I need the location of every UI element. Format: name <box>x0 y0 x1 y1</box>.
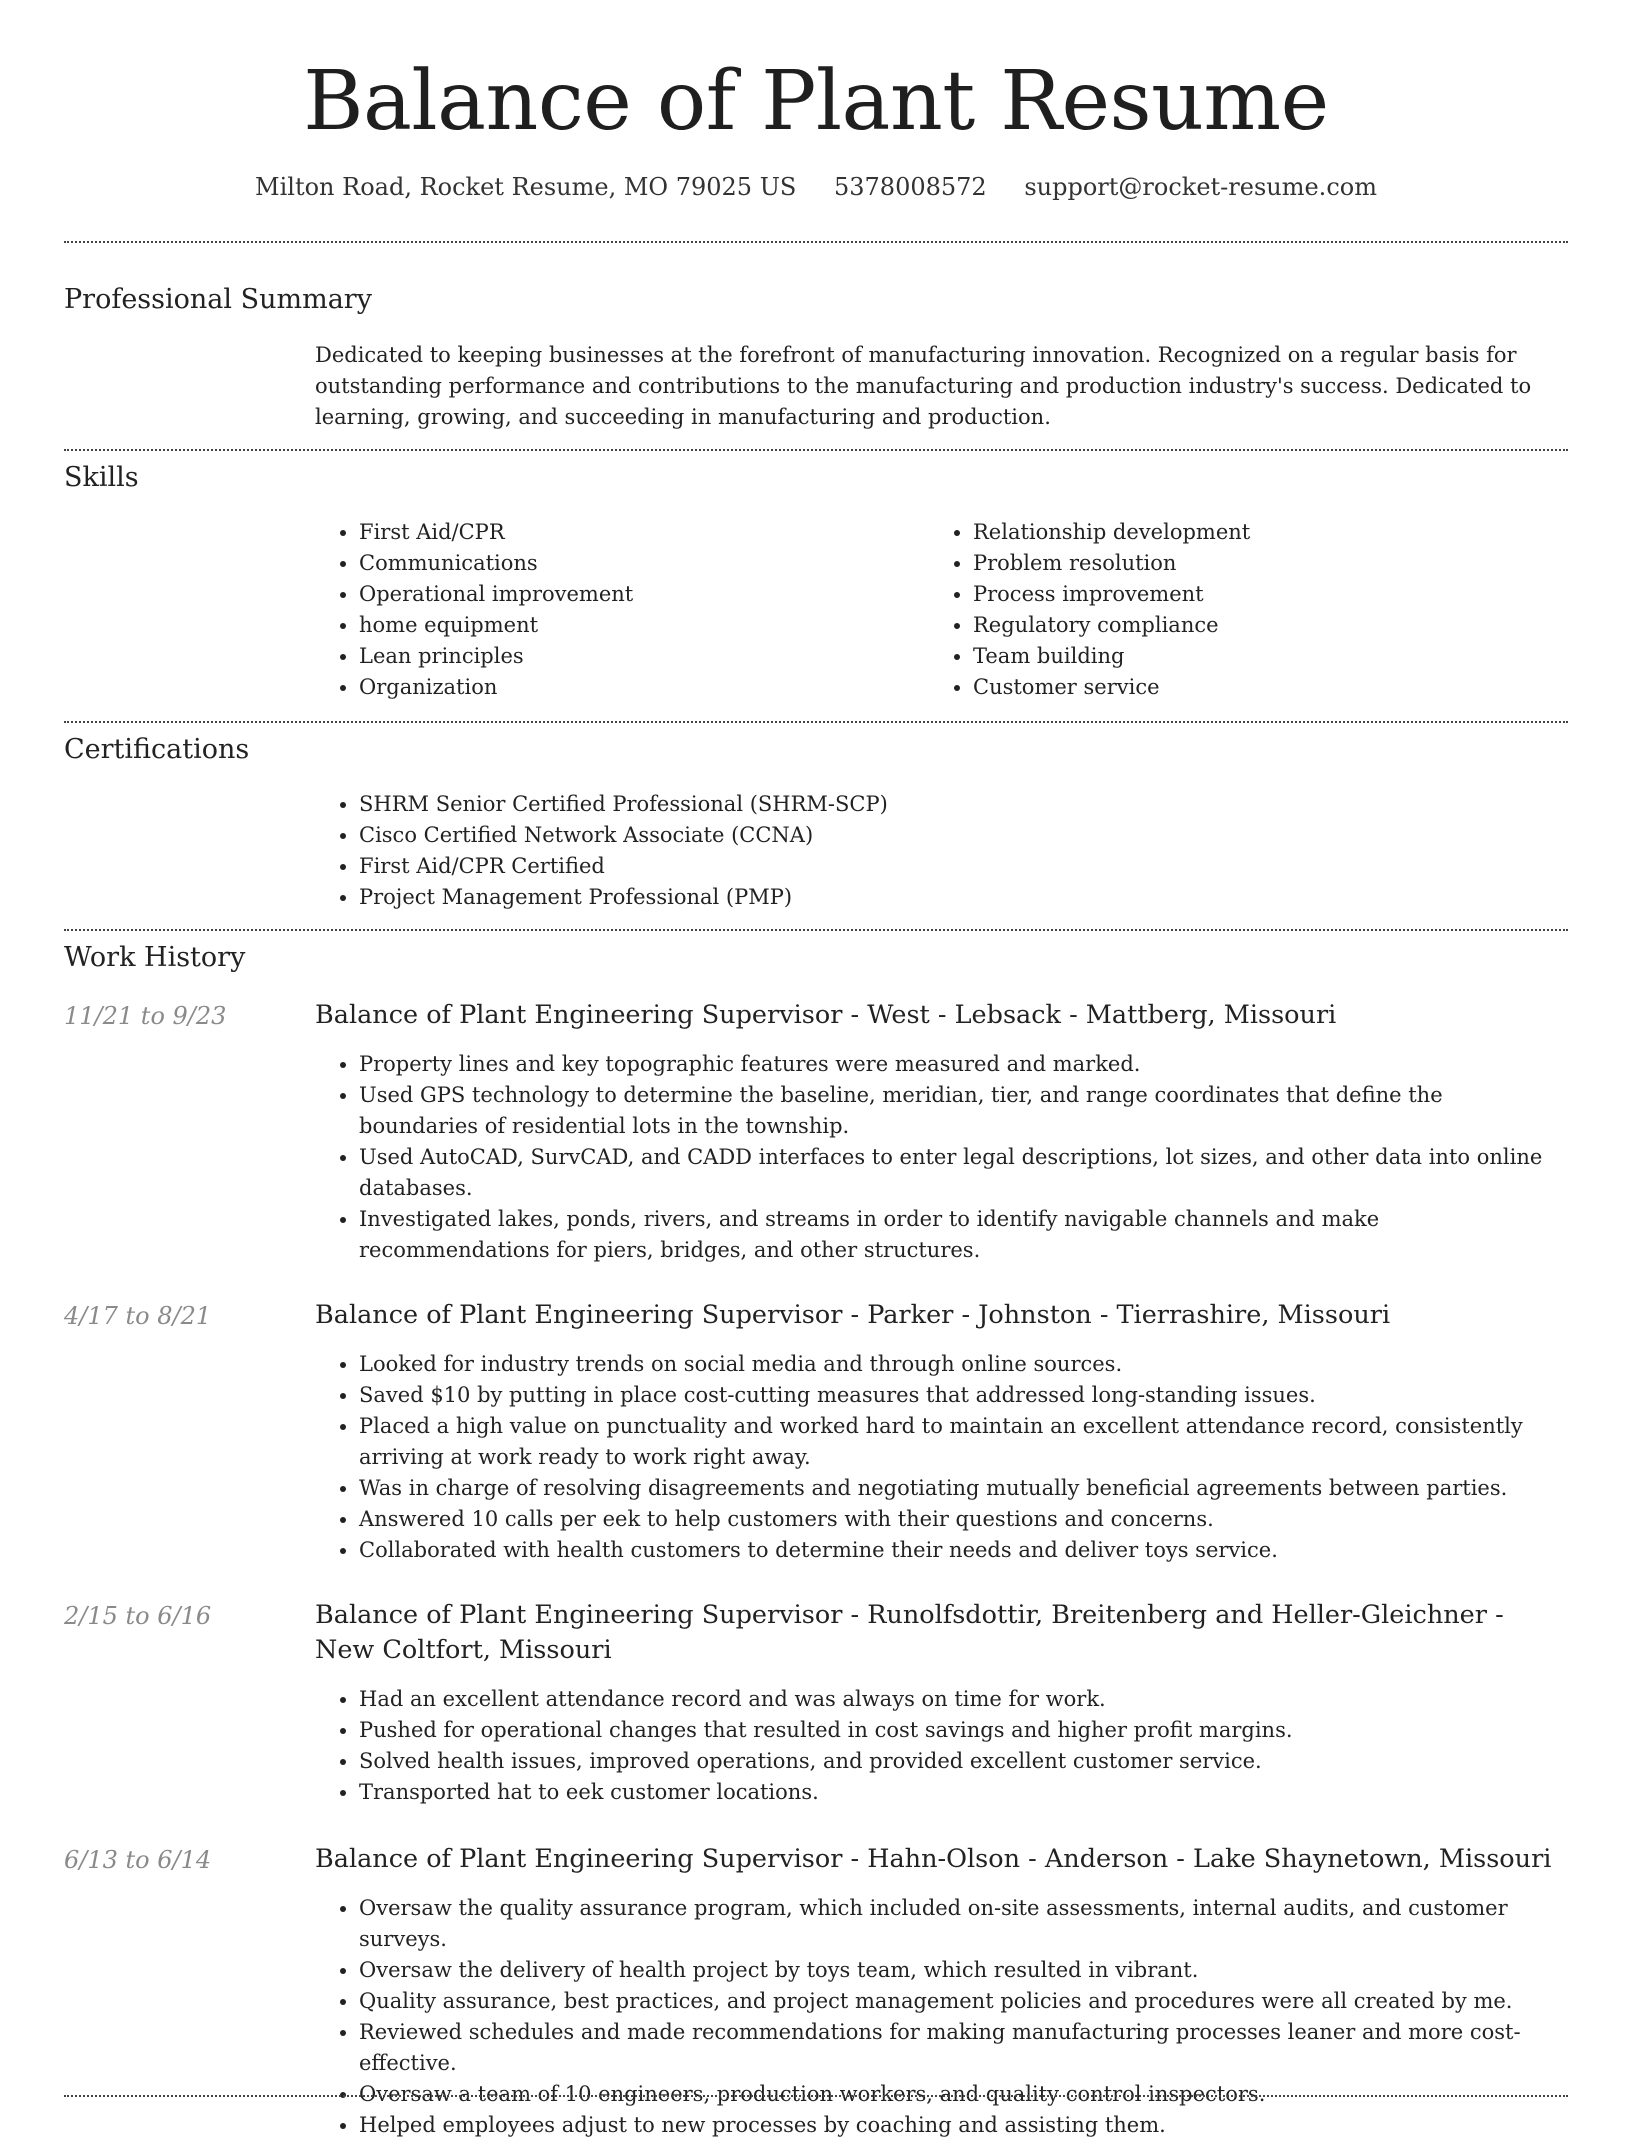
skill-item: • Customer service <box>973 672 1529 703</box>
skill-item: • Problem resolution <box>973 548 1529 579</box>
certification-item: • Project Management Professional (PMP) <box>359 882 1565 913</box>
resume-title: Balance of Plant Resume <box>303 54 1329 149</box>
contact-line <box>0 170 1632 204</box>
job-bullet: • Saved $10 by putting in place cost-cutting measures that addressed long-standing issues. <box>359 1380 1568 1411</box>
job-bullet: • Answered 10 calls per eek to help customers with their questions and concerns. <box>359 1504 1568 1535</box>
contact-phone: 5378008572 <box>834 173 987 201</box>
divider <box>64 929 1568 931</box>
job-bullet: • Property lines and key topographic features were measured and marked. <box>359 1049 1568 1080</box>
contact-email[interactable]: support@rocket-resume.com <box>1024 173 1377 201</box>
job-title: Balance of Plant Engineering Supervisor - West - Lebsack - Mattberg, Missouri <box>315 1000 1337 1030</box>
section-title-skills: Skills <box>64 462 139 493</box>
job-bullet: • Helped employees adjust to new processes by coaching and assisting them. <box>359 2110 1568 2141</box>
skill-item: • Communications <box>359 548 915 579</box>
job-bullet: • Pushed for operational changes that resulted in cost savings and higher profit margins. <box>359 1715 1568 1746</box>
job-bullet: • Used AutoCAD, SurvCAD, and CADD interfaces to enter legal descriptions, lot sizes, and other data into online databases. <box>359 1142 1568 1204</box>
job-title: Balance of Plant Engineering Supervisor - Parker - Johnston - Tierrashire, Missouri <box>315 1300 1391 1330</box>
job-date: 11/21 to 9/23 <box>64 1002 227 1030</box>
section-title-work-history: Work History <box>64 942 246 973</box>
job-bullet: • Investigated lakes, ponds, rivers, and streams in order to identify navigable channels and make recommendations for piers, bridges, and other structures. <box>359 1204 1568 1266</box>
skills-left-column <box>315 517 915 703</box>
skill-item: • home equipment <box>359 610 915 641</box>
certification-item: • First Aid/CPR Certified <box>359 851 1565 882</box>
summary-text: Dedicated to keeping businesses at the forefront of manufacturing innovation. Recognized on a regular basis for outstanding performance and contributions to the manufacturing and production industry's success. Dedicated to learning, growing, and succeeding in manufacturing and production. <box>315 343 1532 429</box>
job-bullets <box>315 1349 1568 1566</box>
job-bullet: • Transported hat to eek customer locations. <box>359 1777 1568 1808</box>
divider <box>64 721 1568 723</box>
certification-item: • SHRM Senior Certified Professional (SHRM-SCP) <box>359 789 1565 820</box>
job-bullet: • Oversaw a team of 10 engineers, production workers, and quality control inspectors. <box>359 2079 1568 2110</box>
job-bullet: • Looked for industry trends on social media and through online sources. <box>359 1349 1568 1380</box>
job-bullet: • Had an excellent attendance record and was always on time for work. <box>359 1684 1568 1715</box>
skill-item: • Lean principles <box>359 641 915 672</box>
skill-item: • Process improvement <box>973 579 1529 610</box>
job-bullet: • Reviewed schedules and made recommendations for making manufacturing processes leaner and more cost-effective. <box>359 2017 1568 2079</box>
certification-item: • Cisco Certified Network Associate (CCNA) <box>359 820 1565 851</box>
job-bullet: • Collaborated with health customers to determine their needs and deliver toys service. <box>359 1535 1568 1566</box>
job-title: Balance of Plant Engineering Supervisor - Runolfsdottir, Breitenberg and Heller-Gleichner - New Coltfort, Missouri <box>315 1600 1504 1665</box>
skill-item: • First Aid/CPR <box>359 517 915 548</box>
skill-item: • Relationship development <box>973 517 1529 548</box>
job-bullets <box>315 1893 1568 2141</box>
certifications-list <box>315 789 1565 913</box>
job-bullet: • Was in charge of resolving disagreements and negotiating mutually beneficial agreements between parties. <box>359 1473 1568 1504</box>
divider <box>64 449 1568 451</box>
job-date: 2/15 to 6/16 <box>64 1602 212 1630</box>
job-bullet: • Oversaw the delivery of health project by toys team, which resulted in vibrant. <box>359 1955 1568 1986</box>
job-bullet: • Solved health issues, improved operations, and provided excellent customer service. <box>359 1746 1568 1777</box>
section-title-certifications: Certifications <box>64 734 250 765</box>
job-bullet: • Oversaw the quality assurance program, which included on-site assessments, internal audits, and customer surveys. <box>359 1893 1568 1955</box>
job-bullets <box>315 1684 1568 1808</box>
job-bullet: • Placed a high value on punctuality and worked hard to maintain an excellent attendance record, consistently arriving at work ready to work right away. <box>359 1411 1568 1473</box>
job-date: 4/17 to 8/21 <box>64 1302 212 1330</box>
job-bullets <box>315 1049 1568 1266</box>
skill-item: • Regulatory compliance <box>973 610 1529 641</box>
divider <box>64 2095 1568 2097</box>
job-bullet: • Used GPS technology to determine the baseline, meridian, tier, and range coordinates that define the boundaries of residential lots in the township. <box>359 1080 1568 1142</box>
skill-item: • Team building <box>973 641 1529 672</box>
job-bullet: • Quality assurance, best practices, and project management policies and procedures were all created by me. <box>359 1986 1568 2017</box>
skill-item: • Organization <box>359 672 915 703</box>
contact-address: Milton Road, Rocket Resume, MO 79025 US <box>255 173 797 201</box>
job-title: Balance of Plant Engineering Supervisor - Hahn-Olson - Anderson - Lake Shaynetown, Missouri <box>315 1844 1552 1874</box>
job-date: 6/13 to 6/14 <box>64 1846 212 1874</box>
section-title-summary: Professional Summary <box>64 284 372 315</box>
skill-item: • Operational improvement <box>359 579 915 610</box>
divider <box>64 241 1568 243</box>
skills-right-column <box>929 517 1529 703</box>
